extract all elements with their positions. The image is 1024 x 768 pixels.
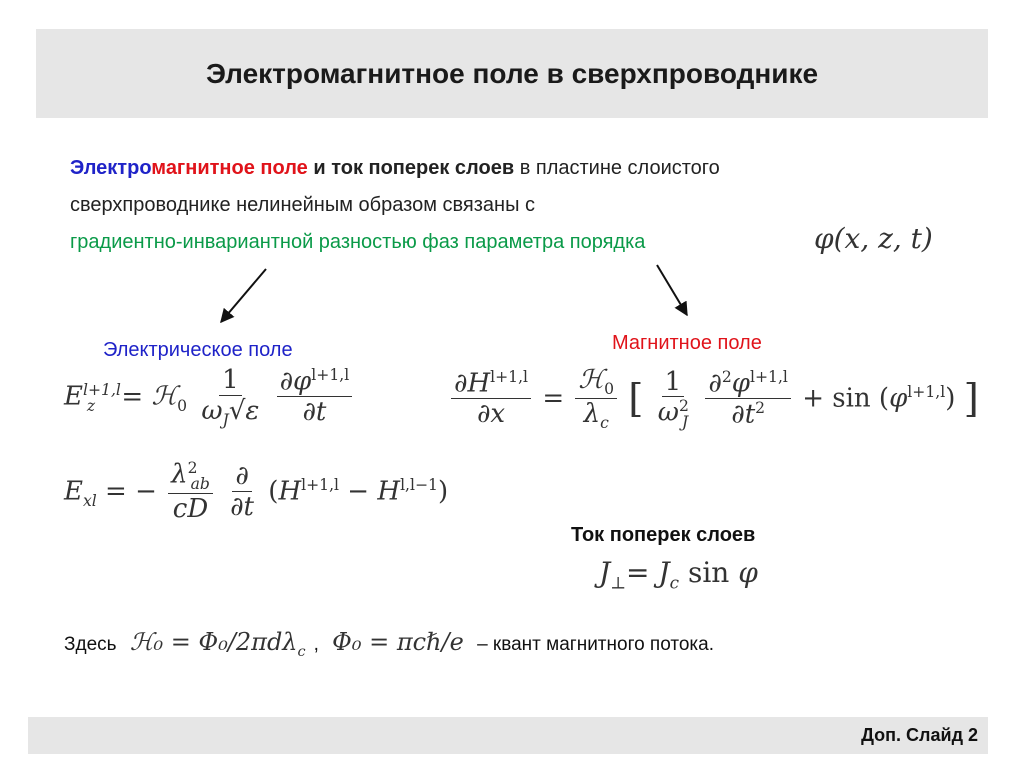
eq3-frac1-num-sup: 2: [187, 459, 198, 477]
eq2-plus-sin: + sin: [802, 383, 871, 414]
note-h0-def: [129, 628, 306, 660]
eq2-bracket-close: ]: [963, 377, 979, 423]
eq2-frac1-den: ω: [657, 397, 679, 428]
eq3-frac2-num: ∂: [232, 462, 251, 492]
eq4-j-sub: ⊥: [610, 572, 627, 593]
eq3-frac1-num-sub: ab: [190, 474, 210, 493]
eq2-lhs-frac: [451, 369, 531, 430]
intro-line-2: сверхпроводнике нелинейным образом связаны с: [70, 194, 536, 216]
eq3-frac2-den: ∂t: [230, 491, 255, 522]
phase-expression: φ(x, z, t): [814, 222, 933, 255]
slide-number-label: Доп. Слайд 2: [861, 725, 978, 745]
eq4-phi: φ: [738, 556, 758, 589]
eq3-frac1: [168, 460, 213, 525]
equation-ez: [64, 366, 355, 429]
eq2-lhs-num: ∂H: [454, 368, 491, 399]
eq1-frac2-den: ∂t: [302, 397, 327, 428]
intro-and-current: и ток поперек слоев: [313, 157, 515, 179]
note-h0-def-sub: c: [297, 643, 306, 660]
eq2-coef-num-sub: 0: [604, 380, 614, 399]
eq1-equals: =: [121, 381, 144, 412]
eq4-sin: sin: [687, 556, 730, 589]
eq3-paren-close: ): [437, 476, 449, 507]
eq1-frac1: [198, 366, 262, 429]
eq3-frac2: [227, 462, 257, 523]
eq3-equals: = −: [105, 476, 157, 507]
eq4-equals: =: [626, 556, 659, 589]
eq1-frac1-num: 1: [219, 366, 242, 396]
eq1-h0: ℋ: [151, 381, 178, 412]
label-magnetic-field: Магнитное поле: [612, 332, 762, 354]
eq1-frac2: [277, 367, 353, 428]
eq2-equals: =: [542, 383, 565, 414]
note-suffix: – квант магнитного потока.: [477, 634, 714, 655]
eq2-coef-frac: [575, 366, 617, 433]
note-prefix: Здесь: [64, 634, 117, 655]
equation-current: [599, 556, 758, 593]
eq2-coef-den-sub: c: [600, 414, 609, 433]
eq2-frac1-den-sub: J: [681, 412, 689, 431]
note-line: [64, 628, 714, 660]
arrow-right: [657, 265, 687, 315]
eq3-h2-sup: l,l−1: [400, 475, 438, 494]
eq1-frac1-den-rest: √ε: [228, 395, 260, 426]
eq1-lhs-sub: z: [86, 396, 96, 415]
eq3-paren-open: (: [268, 476, 279, 507]
equation-hx: $\frac{\partial H^{l+1,l}}{\partial x}$ = $\frac{ℋ_0}{\lambda_c}$ [ $\frac{1}{\omega^2_J}$ $\frac{\partial^2\varphi^{l+1,l}}{\partial t^2}$ + $\sin (\varphi^{l+1,l})$ ]: [448, 366, 979, 433]
eq2-frac2-num-phi: φ: [731, 368, 750, 399]
eq3-lhs: E: [64, 476, 83, 507]
slide-title: Электромагнитное поле в сверхпроводнике: [205, 57, 819, 89]
intro-line-3: градиентно-инвариантной разностью фаз параметра порядка: [70, 231, 646, 253]
label-current-across: Ток поперек слоев: [571, 524, 756, 546]
eq4-jc: J: [658, 556, 670, 589]
eq2-frac2-num-sup2: l+1,l: [750, 367, 788, 386]
eq2-coef-den: λ: [583, 399, 601, 430]
eq4-jc-sub: c: [669, 572, 680, 593]
eq3-minus: −: [339, 476, 378, 507]
eq2-frac2: [705, 369, 791, 431]
eq1-frac1-den-sub: J: [222, 410, 229, 429]
eq1-frac1-den: ω: [201, 395, 223, 426]
eq2-frac2-num: ∂: [708, 368, 722, 399]
eq3-frac1-num: λ: [171, 459, 188, 490]
eq2-lhs-num-sup: l+1,l: [490, 367, 529, 386]
eq2-frac2-num-sup1: 2: [721, 367, 732, 386]
eq2-frac2-den-sup: 2: [755, 398, 766, 417]
eq2-coef-num: ℋ: [578, 365, 605, 395]
eq3-h2: H: [377, 476, 401, 507]
eq1-lhs: E: [64, 381, 83, 412]
eq2-frac1-num: 1: [662, 368, 685, 398]
eq2-frac2-den: ∂t: [731, 399, 756, 430]
note-comma: ,: [313, 634, 319, 655]
label-electric-field: Электрическое поле: [103, 339, 293, 361]
eq3-frac1-den: cD: [172, 493, 209, 524]
eq2-sin-arg-sup: l+1,l: [907, 382, 946, 401]
intro-rest-1: в пластине слоистого: [519, 157, 720, 179]
note-h0-def-text: ℋ₀ = Φ₀/2πdλ: [129, 628, 298, 656]
eq2-frac1-den-sup: 2: [678, 397, 689, 416]
eq3-lhs-sub: xl: [82, 491, 97, 510]
eq2-bracket-open: [: [628, 377, 644, 423]
note-phi0-def: Φ₀ = πcℏ/e: [332, 628, 464, 656]
eq2-lhs-den: ∂x: [476, 399, 506, 430]
intro-electro: Электро: [70, 157, 152, 179]
eq2-sin-arg: φ: [889, 383, 908, 414]
arrow-left: [221, 269, 266, 322]
footer-bar: [28, 717, 988, 754]
intro-magnetic: магнитное поле: [151, 157, 308, 179]
eq1-frac2-num-sup: l+1,l: [311, 366, 350, 385]
eq3-h1: H: [278, 476, 302, 507]
eq1-h0-sub: 0: [177, 396, 188, 415]
eq2-frac1: [655, 368, 691, 432]
eq1-frac2-num: ∂φ: [279, 366, 312, 397]
equation-exl: [64, 460, 448, 525]
eq1-lhs-sup: l+1,l: [82, 381, 121, 400]
eq4-j: J: [599, 556, 611, 589]
eq3-h1-sup: l+1,l: [301, 475, 340, 494]
